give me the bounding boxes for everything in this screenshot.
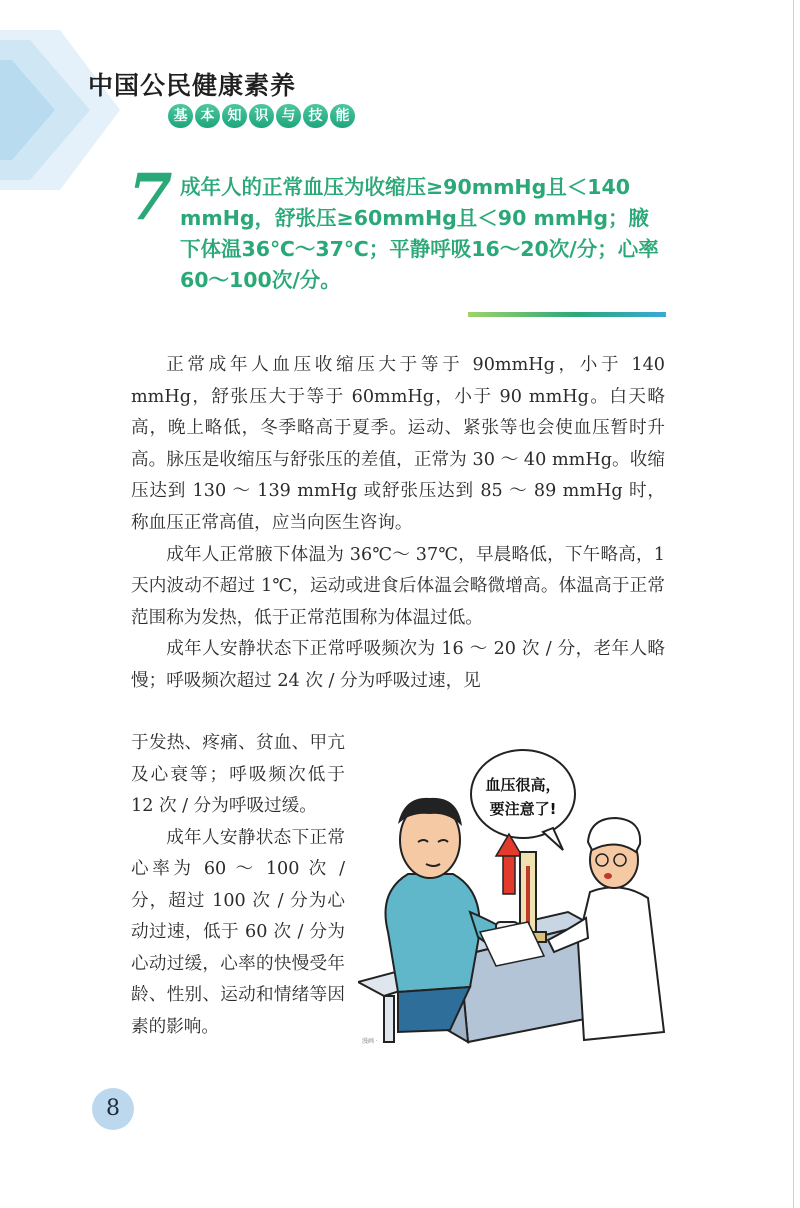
heading-rule [468, 312, 666, 317]
page-edge [793, 0, 794, 1208]
body-text-wrapped [131, 728, 345, 1043]
paragraph-heart-rate: 成年人安静状态下正常心率为 60 ～ 100 次 / 分，超过 100 次 / 分为心动过速，低于 60 次 / 分为心动过缓，心率的快慢受年龄、性别、运动和情绪等因素的影响。 [131, 827, 345, 1037]
page-number: 8 [92, 1088, 134, 1130]
bubble-line-1: 血压很高， [485, 776, 561, 794]
paragraph-respiration-cont: 于发热、疼痛、贫血、甲亢及心衰等；呼吸频次低于 12 次 / 分为呼吸过缓。 [131, 733, 345, 816]
speech-bubble [471, 750, 575, 850]
subtitle-char: 与 [276, 104, 301, 128]
up-arrow-icon [496, 834, 522, 894]
subtitle-char: 技 [303, 104, 328, 128]
doctor-patient-illustration [358, 742, 668, 1048]
bubble-line-2: 要注意了! [489, 800, 557, 818]
subtitle-char: 基 [168, 104, 193, 128]
paragraph-blood-pressure: 正常成年人血压收缩压大于等于 90mmHg，小于 140 mmHg，舒张压大于等于 60mmHg，小于 90 mmHg。白天略高，晚上略低，冬季略高于夏季。运动、紧张等也会使血压暂时升高。脉压是收缩压与舒张压的差值，正常为 30 ～ 40 mmHg。收缩压达到 130 ～ 139 mmHg 或舒张压达到 85 ～ 89 mmHg 时，称血压正常高值，应当向医生咨询。 [131, 355, 665, 533]
paragraph-respiration: 成年人安静状态下正常呼吸频次为 16 ～ 20 次 / 分，老年人略慢；呼吸频次超过 24 次 / 分为呼吸过速，见 [131, 639, 665, 691]
subtitle-char: 本 [195, 104, 220, 128]
body-text-full [131, 350, 665, 698]
section-heading: 成年人的正常血压为收缩压≥90mmHg且＜140 mmHg，舒张压≥60mmHg且＜90 mmHg；腋下体温36℃～37℃；平静呼吸16～20次/分；心率60～100次/分。 [180, 175, 659, 292]
paragraph-temperature: 成年人正常腋下体温为 36℃～ 37℃，早晨略低，下午略高，1 天内波动不超过 1℃，运动或进食后体温会略微增高。体温高于正常范围称为发热，低于正常范围称为体温过低。 [131, 544, 665, 628]
illustration-credit: 漫画 · [362, 1038, 378, 1045]
book-title: 中国公民健康素养 [88, 71, 297, 100]
subtitle-char: 识 [249, 104, 274, 128]
subtitle-char: 知 [222, 104, 247, 128]
section-number: 7 [128, 160, 173, 235]
book-subtitle [168, 104, 355, 128]
subtitle-char: 能 [330, 104, 355, 128]
